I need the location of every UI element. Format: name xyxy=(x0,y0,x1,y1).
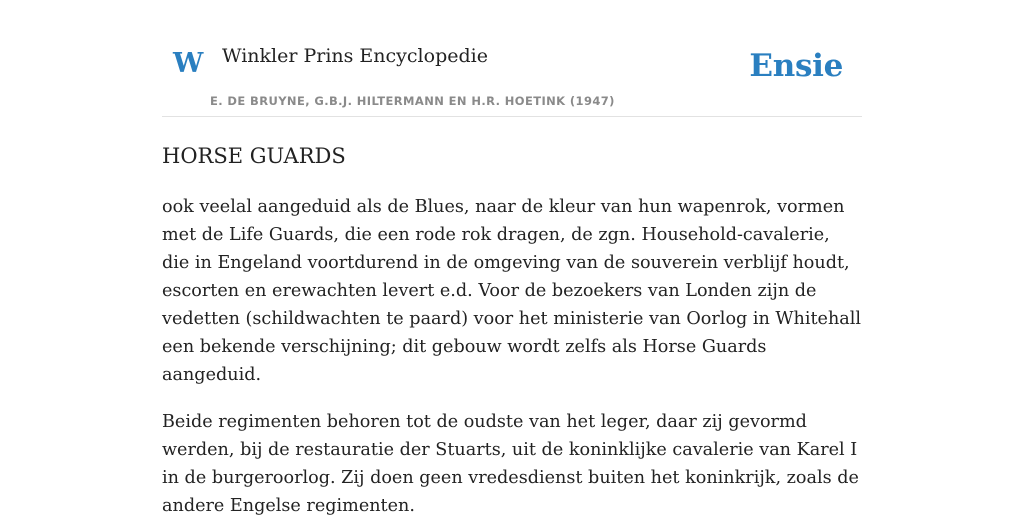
authors-line: E. DE BRUYNE, G.B.J. HILTERMANN EN H.R. HOETINK (1947) xyxy=(210,94,615,108)
page xyxy=(162,0,862,520)
article-title: HORSE GUARDS xyxy=(162,144,346,168)
winkler-prins-logo[interactable]: W xyxy=(173,48,204,79)
source-header xyxy=(162,0,862,117)
article-paragraph-1: ook veelal aangeduid als de Blues, naar de kleur van hun wapenrok, vormen met de Life Guards, die een rode rok dragen, de zgn. Household-cavalerie, die in Engeland voortdurend in de omgeving van de souverein verblijf houdt, escorten en erewachten levert e.d. Voor de bezoekers van Londen zijn de vedetten (schildwachten te paard) voor het ministerie van Oorlog in Whitehall een bekende verschijning; dit gebouw wordt zelfs als Horse Guards aangeduid. xyxy=(162,197,862,385)
article-paragraph-2: Beide regimenten behoren tot de oudste van het leger, daar zij gevormd werden, bij de restauratie der Stuarts, uit de koninklijke cavalerie van Karel I in de burgeroorlog. Zij doen geen vredesdienst buiten het koninkrijk, zoals de andere Engelse regimenten. xyxy=(162,412,859,516)
ensie-logo[interactable]: Ensie xyxy=(749,48,843,84)
encyclopedia-name[interactable]: Winkler Prins Encyclopedie xyxy=(222,45,488,67)
